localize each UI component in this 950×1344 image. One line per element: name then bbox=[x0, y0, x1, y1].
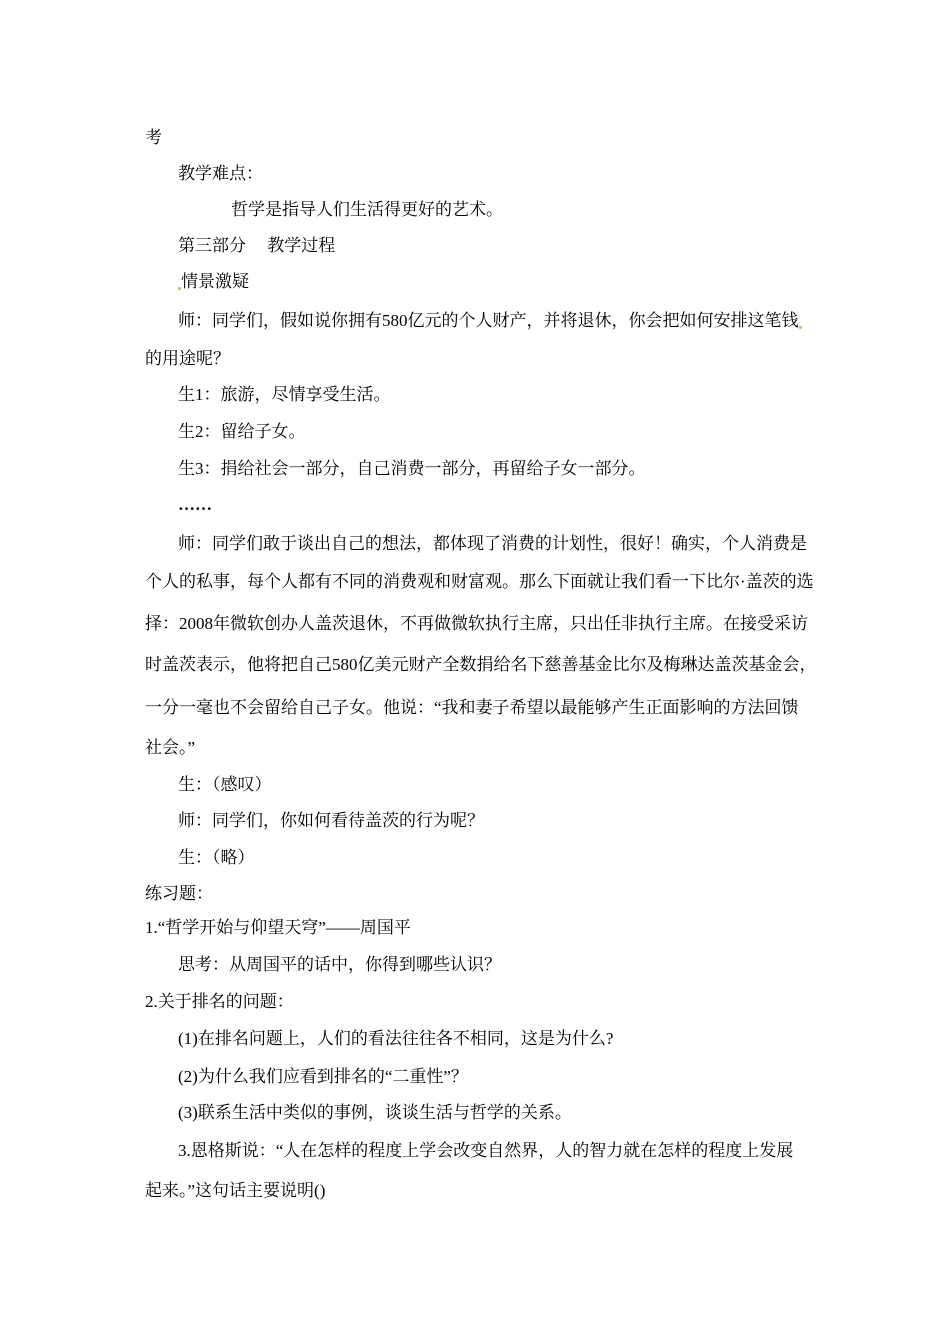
text-line: 起来。”这句话主要说明() bbox=[145, 1181, 326, 1200]
text-line: 师：同学们敢于谈出自己的想法，都体现了消费的计划性，很好！确实，个人消费是 bbox=[178, 534, 807, 553]
text-line: 思考：从周国平的话中，你得到哪些认识？ bbox=[178, 955, 501, 974]
text-line: 一分一毫也不会留给自己子女。他说：“我和妻子希望以最能够产生正面影响的方法回馈 bbox=[145, 698, 799, 717]
text-line: 社会。” bbox=[145, 738, 196, 757]
text-line: 师：同学们，你如何看待盖茨的行为呢？ bbox=[178, 811, 484, 830]
heading-part-three bbox=[178, 235, 335, 257]
text-line: 生3：捐给社会一部分，自己消费一部分，再留给子女一部分。 bbox=[178, 459, 646, 478]
text-line: 生2：留给子女。 bbox=[178, 422, 306, 441]
text-line: 的用途呢？ bbox=[145, 349, 230, 368]
text-line: 生：（感叹） bbox=[178, 775, 272, 794]
text-line: 择：2008年微软创办人盖茨退休，不再做微软执行主席，只出任非执行主席。在接受采访 bbox=[145, 614, 808, 633]
heading-scenario bbox=[178, 271, 249, 293]
sub-question: (1)在排名问题上，人们的看法往往各不相同，这是为什么? bbox=[178, 1029, 614, 1048]
exercise-item: 3.恩格斯说：“人在怎样的程度上学会改变自然界，人的智力就在怎样的程度上发展 bbox=[178, 1141, 794, 1160]
text-line: 时盖茨表示，他将把自己580亿美元财产全数捐给名下慈善基金比尔及梅琳达盖茨基金会， bbox=[145, 655, 817, 674]
exercise-item: 1.“哲学开始与仰望天穹”——周国平 bbox=[145, 918, 411, 937]
text-segment: 第三部分 教学过程 bbox=[178, 236, 336, 255]
text-line: 个人的私事，每个人都有不同的消费观和财富观。那么下面就让我们看一下比尔·盖茨的选 bbox=[145, 572, 814, 591]
marker-dot bbox=[799, 326, 802, 329]
exercise-item: 2.关于排名的问题： bbox=[145, 992, 294, 1011]
text-segment: 情景激疑 bbox=[181, 272, 249, 291]
text-line: 哲学是指导人们生活得更好的艺术。 bbox=[231, 200, 503, 219]
heading-exercises: 练习题： bbox=[145, 884, 213, 903]
text-line: 生1：旅游，尽情享受生活。 bbox=[178, 385, 391, 404]
sub-question: (2)为什么我们应看到排名的“二重性”？ bbox=[178, 1067, 468, 1086]
heading-teaching-difficulty: 教学难点： bbox=[178, 164, 263, 183]
text-line bbox=[178, 310, 802, 332]
ellipsis: …… bbox=[178, 495, 212, 514]
text-line: 生：（略） bbox=[178, 848, 255, 867]
text-line: 考 bbox=[145, 128, 162, 147]
sub-question: (3)联系生活中类似的事例，谈谈生活与哲学的关系。 bbox=[178, 1103, 572, 1122]
text-segment: 师：同学们，假如说你拥有580亿元的个人财产，并将退休，你会把如何安排这笔钱 bbox=[178, 311, 799, 330]
